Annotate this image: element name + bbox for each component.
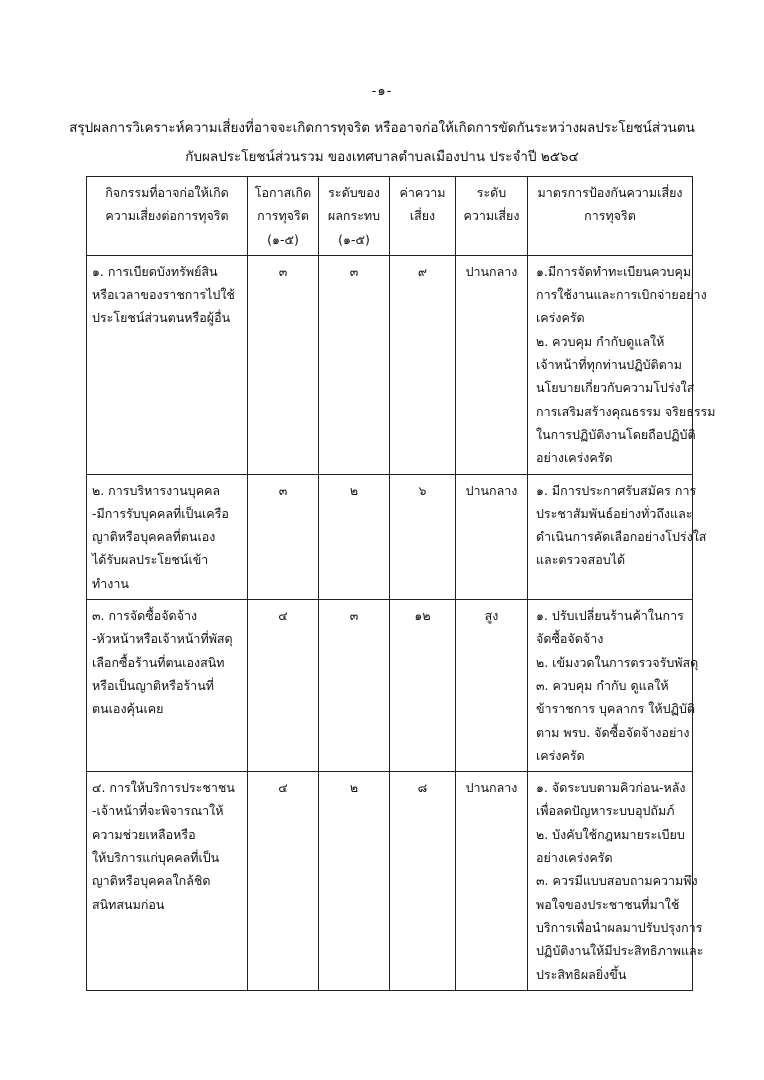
table-header-row: [87, 177, 693, 256]
likelihood-cell: ๔: [248, 600, 319, 772]
title-line-2: กับผลประโยชน์ส่วนรวม ของเทศบาลตำบลเมืองปาน ประจำปี ๒๕๖๔: [185, 149, 579, 165]
measures-cell: ๑. มีการประกาศรับสมัคร การ ประชาสัมพันธ์อย่างทั่วถึงและ ดำเนินการคัดเลือกอย่างโปร่งใส และตรวจสอบได้: [528, 474, 693, 599]
header-risk-level: ระดับ ความเสี่ยง: [456, 177, 528, 256]
activity-cell: ๓. การจัดซื้อจัดจ้าง -หัวหน้าหรือเจ้าหน้าที่พัสดุ เลือกซื้อร้านที่ตนเองสนิท หรือเป็นญาติหรือร้านที่ ตนเองคุ้นเคย: [87, 600, 248, 772]
table-row: [87, 772, 693, 991]
risk-level-cell: ปานกลาง: [456, 255, 528, 474]
header-impact: ระดับของ ผลกระทบ (๑-๕): [319, 177, 390, 256]
header-risk-value: ค่าความ เสี่ยง: [390, 177, 456, 256]
header-activity: กิจกรรมที่อาจก่อให้เกิด ความเสี่ยงต่อการทุจริต: [87, 177, 248, 256]
measures-cell: ๑. ปรับเปลี่ยนร้านค้าในการ จัดซื้อจัดจ้าง ๒. เข้มงวดในการตรวจรับพัสดุ ๓. ควบคุม กำกับ ดูแลให้ ข้าราชการ บุคลากร ให้ปฏิบัติ ตาม พรบ. จัดซื้อจัดจ้างอย่าง เคร่งครัด: [528, 600, 693, 772]
risk-value-cell: ๙: [390, 255, 456, 474]
document-title: [60, 114, 704, 172]
measures-cell: ๑. จัดระบบตามคิวก่อน-หลัง เพื่อลดปัญหาระบบอุปถัมภ์ ๒. บังคับใช้กฎหมายระเบียบ อย่างเคร่งครัด ๓. ควรมีแบบสอบถามความพึง พอใจของประชาชนที่มาใช้ บริการเพื่อนำผลมาปรับปรุงการ ปฏิบัติงานให้มีประสิทธิภาพและ ประสิทธิผลยิ่งขึ้น: [528, 772, 693, 991]
impact-cell: ๓: [319, 600, 390, 772]
table-row: [87, 600, 693, 772]
activity-cell: ๑. การเบียดบังทรัพย์สิน หรือเวลาของราชการไปใช้ ประโยชน์ส่วนตนหรือผู้อื่น: [87, 255, 248, 474]
risk-level-cell: ปานกลาง: [456, 772, 528, 991]
title-line-1: สรุปผลการวิเคราะห์ความเสี่ยงที่อาจจะเกิดการทุจริต หรืออาจก่อให้เกิดการขัดกันระหว่างผลประโยชน์ส่วนตน: [69, 120, 695, 136]
risk-value-cell: ๖: [390, 474, 456, 599]
table-row: [87, 255, 693, 474]
page-number: -๑-: [371, 84, 393, 99]
likelihood-cell: ๓: [248, 255, 319, 474]
impact-cell: ๒: [319, 474, 390, 599]
activity-cell: ๒. การบริหารงานบุคคล -มีการรับบุคคลที่เป็นเครือ ญาติหรือบุคคลที่ตนเอง ได้รับผลประโยชน์เข้า ทำงาน: [87, 474, 248, 599]
header-measures: มาตรการป้องกันความเสี่ยง การทุจริต: [528, 177, 693, 256]
risk-level-cell: สูง: [456, 600, 528, 772]
impact-cell: ๓: [319, 255, 390, 474]
risk-value-cell: ๑๒: [390, 600, 456, 772]
risk-analysis-table: [86, 176, 716, 991]
activity-cell: ๔. การให้บริการประชาชน -เจ้าหน้าที่จะพิจารณาให้ ความช่วยเหลือหรือ ให้บริการแก่บุคคลที่เป็น ญาติหรือบุคคลใกล้ชิด สนิทสนมก่อน: [87, 772, 248, 991]
risk-level-cell: ปานกลาง: [456, 474, 528, 599]
header-likelihood: โอกาสเกิด การทุจริต (๑-๕): [248, 177, 319, 256]
likelihood-cell: ๔: [248, 772, 319, 991]
likelihood-cell: ๓: [248, 474, 319, 599]
risk-value-cell: ๘: [390, 772, 456, 991]
impact-cell: ๒: [319, 772, 390, 991]
table-row: [87, 474, 693, 599]
measures-cell: ๑.มีการจัดทำทะเบียนควบคุม การใช้งานและการเบิกจ่ายอย่าง เคร่งครัด ๒. ควบคุม กำกับดูแลให้ เจ้าหน้าที่ทุกท่านปฏิบัติตาม นโยบายเกี่ยวกับความโปร่งใส การเสริมสร้างคุณธรรม จริยธรรม ในการปฏิบัติงานโดยถือปฏิบัติ อย่างเคร่งครัด: [528, 255, 693, 474]
